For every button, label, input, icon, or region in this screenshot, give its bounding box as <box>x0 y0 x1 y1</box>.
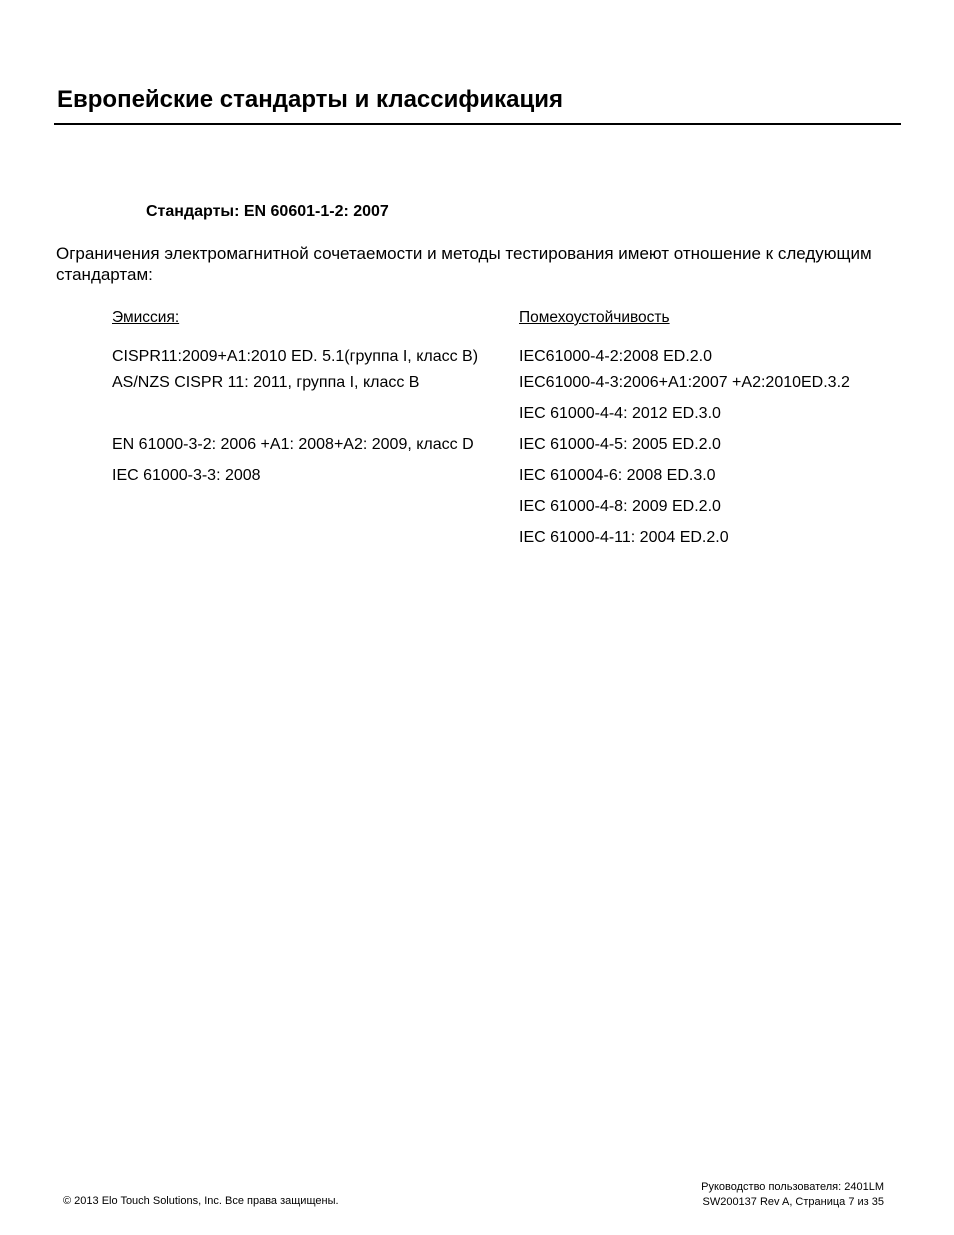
emission-item: IEC 61000-3-3: 2008 <box>112 467 261 484</box>
footer-copyright: © 2013 Elo Touch Solutions, Inc. Все права защищены. <box>63 1195 339 1207</box>
immunity-column-header: Помехоустойчивость <box>519 309 670 326</box>
immunity-item: IEC 61000-4-8: 2009 ED.2.0 <box>519 498 721 515</box>
footer-page-number: SW200137 Rev A, Страница 7 из 35 <box>702 1196 884 1208</box>
footer-page-info <box>701 1180 884 1210</box>
emission-item: CISPR11:2009+A1:2010 ED. 5.1(группа I, класс B) <box>112 348 479 365</box>
intro-paragraph: Ограничения электромагнитной сочетаемости и методы тестирования имеют отношение к следующим стандартам: <box>56 244 872 284</box>
immunity-item: IEC61000-4-3:2006+A1:2007 +A2:2010ED.3.2 <box>519 374 850 391</box>
footer-manual-title: Руководство пользователя: 2401LM <box>701 1181 884 1193</box>
title-divider <box>54 123 901 125</box>
emission-column-header: Эмиссия: <box>112 309 180 326</box>
immunity-item: IEC 61000-4-5: 2005 ED.2.0 <box>519 436 721 453</box>
page-title: Европейские стандарты и классификация <box>57 86 563 113</box>
standard-heading: Стандарты: EN 60601-1-2: 2007 <box>146 203 389 220</box>
immunity-item: IEC 610004-6: 2008 ED.3.0 <box>519 467 716 484</box>
emission-item: EN 61000-3-2: 2006 +A1: 2008+A2: 2009, класс D <box>112 436 474 453</box>
immunity-item: IEC61000-4-2:2008 ED.2.0 <box>519 348 713 365</box>
emission-item: AS/NZS CISPR 11: 2011, группа I, класс B <box>112 374 420 391</box>
immunity-item: IEC 61000-4-11: 2004 ED.2.0 <box>519 529 729 546</box>
immunity-item: IEC 61000-4-4: 2012 ED.3.0 <box>519 405 721 422</box>
